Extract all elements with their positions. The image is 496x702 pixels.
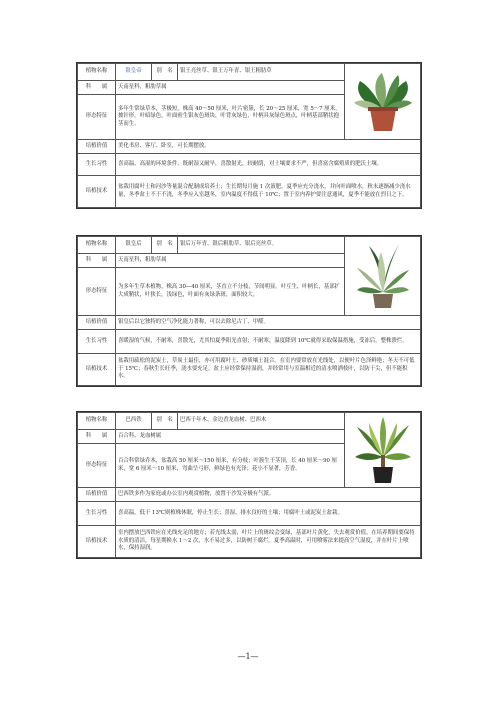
plant-family: 百合科、龙血树属 xyxy=(116,430,345,444)
plant-features: 为多年生草本植物，株高 30—40 厘米，茎直立不分枝，节间明显。叶互生，叶柄长，基部扩大成鞘状，叶狭长，浅绿色，叶面有灰绿条斑，面积较大。 xyxy=(116,268,345,316)
plant-card-2 xyxy=(76,235,422,387)
plant-features: 多年生常绿草本，茎极短，株高 40～50 厘米，叶片密簇，长 20～25 厘米，宽 5～7 厘米，披针形，叶暗绿色，叶面密生银灰色斑块，叶背灰绿色，叶柄具灰绿色斑点，叶柄基部鞘状抱茎而生。 xyxy=(116,95,345,140)
tech-label: 培植技术 xyxy=(78,176,116,208)
plant-features: 百合科常绿乔木，盆栽高 50 厘米～150 厘米，有分枝；叶簇生于茎顶，长 40 厘米～90 厘米，宽 6 厘米～10 厘米，弯曲呈弓形，鲜绿色有光泽；花小不显著，芳香。 xyxy=(116,444,345,488)
plant-table-1 xyxy=(77,63,421,208)
potted-plant-silver-king-icon xyxy=(352,69,414,135)
habit-label: 生长习性 xyxy=(78,330,116,354)
family-label: 科 属 xyxy=(78,430,116,444)
plant-card-3 xyxy=(76,411,422,559)
plant-habit: 喜高温、高湿的环境条件，既耐湿又耐旱，喜散射光，较耐荫，对土壤要求不严，但喜富含腐殖质的肥沃土壤。 xyxy=(116,154,421,176)
alias-label: 别 名 xyxy=(152,64,178,81)
family-label: 科 属 xyxy=(78,81,116,95)
tech-label: 培植技术 xyxy=(78,354,116,386)
value-label: 培植价值 xyxy=(78,140,116,154)
plant-habit: 喜高温，低于 13℃则植株休眠，停止生长；喜湿、排水良好的土壤；用腐叶土或泥炭土盆栽。 xyxy=(116,502,421,526)
value-label: 培植价值 xyxy=(78,316,116,330)
name-label: 植物名称 xyxy=(78,64,116,81)
value-label: 培植价值 xyxy=(78,488,116,502)
plant-tech: 室内摆放巴西铁应在光线充足的地方；若光线太弱，叶片上的斑纹会变绿，基部叶片黄化，失去观赏价值。在培养期间要保持水质的清洁，每星期换水 1～2 次，水不易过多，以防树干腐烂。夏季高温时，可用喷雾法来提高空气湿度，并在叶片上喷水，保持湿润。 xyxy=(116,526,421,558)
plant-alias: 银王亮丝草、银王万年青、银王粗肋草 xyxy=(178,64,345,81)
features-label: 形态特征 xyxy=(78,444,116,488)
plant-alias: 巴西千年木、金边香龙血树、巴西木 xyxy=(178,413,345,430)
habit-label: 生长习性 xyxy=(78,154,116,176)
plant-name: 银皇后 xyxy=(116,237,152,254)
potted-plant-silver-queen-icon xyxy=(355,242,411,310)
tech-label: 培植技术 xyxy=(78,526,116,558)
plant-image-1 xyxy=(345,64,421,140)
family-label: 科 属 xyxy=(78,254,116,268)
plant-name: 银皇帝 xyxy=(116,64,152,81)
plant-image-3 xyxy=(345,413,421,488)
name-label: 植物名称 xyxy=(78,413,116,430)
plant-value: 美化书房、客厅、卧室，可长期摆放。 xyxy=(116,140,421,154)
plant-family: 天南星科，粗肋草属 xyxy=(116,81,345,95)
plant-family: 天南星科，粗肋草属 xyxy=(116,254,345,268)
plant-image-2 xyxy=(345,237,421,316)
features-label: 形态特征 xyxy=(78,95,116,140)
plant-card-1 xyxy=(76,62,422,209)
plant-table-2 xyxy=(77,236,421,386)
plant-habit: 喜暖湿的气候，不耐寒，喜散光，尤其怕夏季阳光直射；不耐寒，温度降到 10℃就得采取保温措施，受冻后，整株溃烂。 xyxy=(116,330,421,354)
plant-name: 巴西铁 xyxy=(116,413,152,430)
page-number: —1— xyxy=(237,652,259,661)
alias-label: 别 名 xyxy=(152,237,178,254)
habit-label: 生长习性 xyxy=(78,502,116,526)
plant-value: 银皇后以它独特的空气净化能力著称，可以去除尼古丁、甲醛。 xyxy=(116,316,421,330)
name-label: 植物名称 xyxy=(78,237,116,254)
alias-label: 别 名 xyxy=(152,413,178,430)
plant-table-3 xyxy=(77,412,421,558)
potted-plant-dracaena-icon xyxy=(355,415,411,485)
plant-value: 巴西铁多作为家庭或办公室内观赏植物，放置于沙发旁极有气派。 xyxy=(116,488,421,502)
plant-tech: 盆栽用疏松的泥炭土，草炭土最佳，亦可用腐叶土、砂质壤土混合。在室内要常放在光线处，以便叶片色泽鲜艳；冬天不可低于 15℃；春秋生长旺季，浇水要充足，盆土应经常保持湿润，并经常用与室温相近的清水喷洒枝叶，以防干尖，但不能积水。 xyxy=(116,354,421,386)
features-label: 形态特征 xyxy=(78,268,116,316)
plant-alias: 银后万年青、银后粗肋草、银后亮丝草。 xyxy=(178,237,345,254)
plant-tech: 盆栽用腐叶土和河沙等量混合配制成培养土；生长期每月施 1 次液肥，夏季应充分浇水，并向叶面喷水，秋末逐渐减少浇水量，冬季盆土不干不浇，冬季应入室越冬，室内温度不得低于 10℃；置于室内养护要注意通风，夏季不能放在烈日之下。 xyxy=(116,176,421,208)
